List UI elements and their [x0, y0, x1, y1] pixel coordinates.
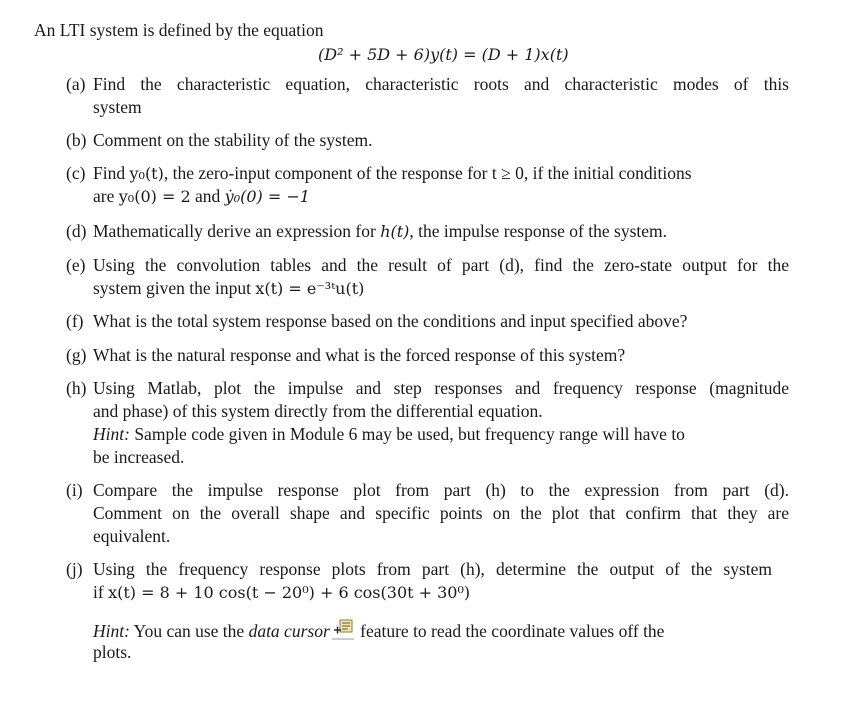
part-j-label: (j): [66, 559, 83, 579]
data-cursor-icon: [332, 618, 354, 640]
part-c-initial-y: y₀(0) = 2: [118, 187, 191, 206]
part-d-h-symbol: h(t): [380, 222, 410, 241]
intro-text: An LTI system is defined by the equation: [34, 20, 324, 40]
part-j-line2: if x(t) = 8 + 10 cos(t − 20⁰) + 6 cos(30t + 30⁰): [93, 582, 471, 602]
data-cursor-term: data cursor: [248, 621, 330, 641]
part-a-line2: system: [93, 97, 142, 117]
part-b-line1: Comment on the stability of the system.: [93, 130, 373, 150]
defining-equation: (D² + 5D + 6)y(t) = (D + 1)x(t): [318, 45, 569, 64]
part-d-line1: Mathematically derive an expression for h(t), the impulse response of the system.: [93, 221, 668, 241]
part-f-line1: What is the total system response based on the conditions and input specified above?: [93, 311, 688, 331]
part-e-line1: Using the convolution tables and the result of part (d), find the zero-state output for the: [93, 255, 789, 275]
part-c-label: (c): [66, 163, 86, 183]
part-j-hint-line2: plots.: [93, 642, 132, 662]
part-e-line2: system given the input x(t) = e⁻³ᵗu(t): [93, 278, 365, 298]
part-b-label: (b): [66, 130, 87, 150]
part-h-line1: Using Matlab, plot the impulse and step responses and frequency response (magnitude: [93, 378, 789, 398]
part-g-line1: What is the natural response and what is the forced response of this system?: [93, 345, 626, 365]
part-j-hint-label: Hint:: [93, 621, 130, 641]
part-j-hint-line1: Hint: You can use the data cursor feature to read the coordinate values off the: [93, 618, 664, 643]
part-e-label: (e): [66, 255, 86, 275]
part-c-line2: are y₀(0) = 2 and ẏ₀(0) = −1: [93, 186, 310, 206]
part-a-line1: Find the characteristic equation, characteristic roots and characteristic modes of this: [93, 74, 789, 94]
part-h-hint-line2: be increased.: [93, 447, 185, 467]
part-h-label: (h): [66, 378, 87, 398]
part-i-label: (i): [66, 480, 83, 500]
part-d-label: (d): [66, 221, 87, 241]
part-c-line1: Find y₀(t), the zero-input component of the response for t ≥ 0, if the initial conditions: [93, 163, 692, 183]
part-i-line2: Comment on the overall shape and specific points on the plot that confirm that they are: [93, 503, 789, 523]
part-a-label: (a): [66, 74, 86, 94]
part-c-yzi-symbol: y₀(t): [129, 164, 164, 183]
part-i-line1: Compare the impulse response plot from part (h) to the expression from part (d).: [93, 480, 789, 500]
part-g-label: (g): [66, 345, 87, 365]
part-h-hint-label: Hint:: [93, 424, 130, 444]
part-j-line1: Using the frequency response plots from part (h), determine the output of the system: [93, 559, 772, 579]
part-h-line2: and phase) of this system directly from the differential equation.: [93, 401, 543, 421]
part-h-hint-line1: Hint: Sample code given in Module 6 may be used, but frequency range will have to: [93, 424, 685, 444]
part-i-line3: equivalent.: [93, 526, 171, 546]
part-f-label: (f): [66, 311, 84, 331]
part-j-input-expr: x(t) = 8 + 10 cos(t − 20⁰) + 6 cos(30t + 30⁰): [108, 583, 471, 602]
part-e-input-expr: x(t) = e⁻³ᵗu(t): [255, 279, 365, 298]
part-c-initial-ydot: ẏ₀(0) = −1: [224, 187, 310, 206]
